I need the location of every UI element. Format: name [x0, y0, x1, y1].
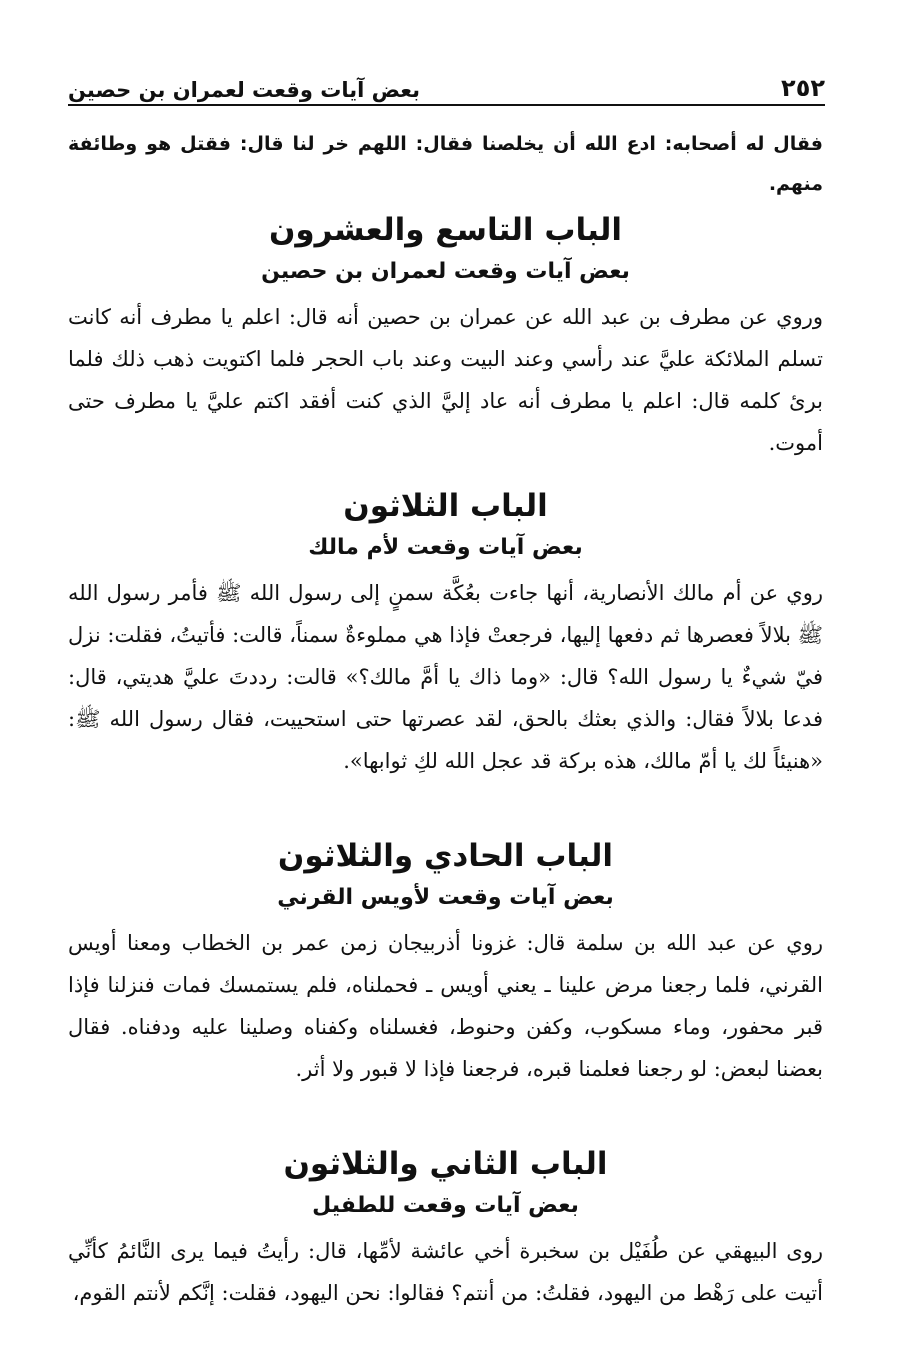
chapter-32 [68, 1142, 823, 1314]
chapter-29 [68, 208, 823, 464]
chapter-30 [68, 484, 823, 782]
chapter-subtitle: بعض آيات وقعت لأم مالك [308, 535, 583, 560]
chapter-title: الباب الثلاثون [343, 488, 548, 524]
intro-paragraph: فقال له أصحابه: ادع الله أن يخلصنا فقال: اللهم خر لنا قال: فقتل هو وطائفة منهم. [68, 133, 823, 195]
chapter-subtitle: بعض آيات وقعت لعمران بن حصين [261, 259, 630, 284]
chapter-paragraph: روي عن عبد الله بن سلمة قال: غزونا أذربيجان زمن عمر بن الخطاب ومعنا أويس القرني، فلما رجعنا مرض علينا ـ يعني أويس ـ فحملناه، فلم يستمسك فمات فنزلنا فإذا قبر محفور، وماء مسكوب، وكفن وحنوط، فغسلناه وكفناه وصلينا عليه ودفناه. فقال بعضنا لبعض: لو رجعنا فعلمنا قبره، فرجعنا فإذا لا قبور ولا أثر. [68, 931, 823, 1081]
intro-section [68, 124, 823, 204]
running-head [68, 62, 825, 102]
chapter-title: الباب الحادي والثلاثون [277, 838, 614, 874]
chapter-subtitle: بعض آيات وقعت للطفيل [312, 1193, 579, 1218]
chapter-paragraph: روي عن أم مالك الأنصارية، أنها جاءت بعُكَّة سمنٍ إلى رسول الله ﷺ فأمر رسول الله ﷺ بلالاً فعصرها ثم دفعها إليها، فرجعتْ فإذا هي مملوءةٌ سمناً، قالت: فأتيتُ، فقلت: نزل فيّ شيءٌ يا رسول الله؟ قال: «وما ذاك يا أمَّ مالك؟» قالت: رددتَ عليَّ هديتي، قال: فدعا بلالاً فقال: والذي بعثك بالحق، لقد عصرتها حتى استحييت، فقال رسول الله ﷺ: «هنيئاً لك يا أمّ مالك، هذه بركة قد عجل الله لكِ ثوابها». [68, 581, 823, 773]
chapter-title: الباب التاسع والعشرون [268, 212, 623, 248]
page-number: ٢٥٢ [781, 74, 825, 102]
chapter-title: الباب الثاني والثلاثون [283, 1146, 608, 1182]
header-divider [68, 104, 825, 106]
running-title: بعض آيات وقعت لعمران بن حصين [68, 78, 420, 102]
chapter-paragraph: وروي عن مطرف بن عبد الله عن عمران بن حصين أنه قال: اعلم يا مطرف أنه كانت تسلم الملائكة عليَّ عند رأسي وعند البيت وعند باب الحجر فلما اكتويت ذهب ذلك فلما برئ كلمه قال: اعلم يا مطرف أنه عاد إليَّ الذي كنت أفقد اكتم عليَّ يا مطرف حتى أموت. [68, 305, 823, 455]
chapter-31 [68, 834, 823, 1090]
chapter-paragraph: روى البيهقي عن طُفَيْل بن سخبرة أخي عائشة لأمِّها، قال: رأيتُ فيما يرى النَّائمُ كأنِّي أتيت على رَهْط من اليهود، فقلتُ: من أنتم؟ فقالوا: نحن اليهود، فقلت: إنَّكم لأنتم القوم، [68, 1239, 823, 1305]
chapter-subtitle: بعض آيات وقعت لأويس القرني [277, 885, 614, 910]
